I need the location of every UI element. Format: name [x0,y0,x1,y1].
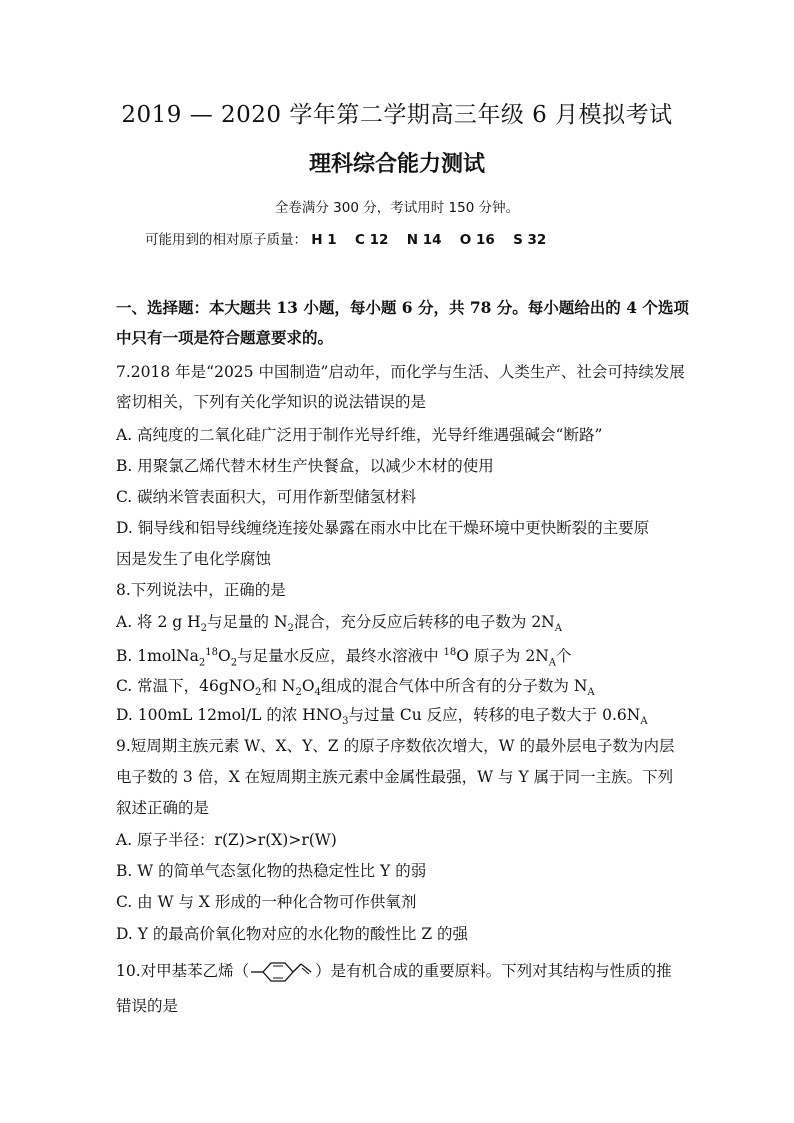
q7-stem-line-2: 密切相关，下列有关化学知识的说法错误的是 [116,393,427,411]
q7-option-b: B. 用聚氯乙烯代替木材生产快餐盒，以减少木材的使用 [116,457,494,475]
q8-option-b: B. $1molNa_2^{18}O_2$与足量水反应，最终水溶液中 $^{18}$O 原子为 $2N_A$个 [116,647,572,669]
q8-option-d: D. 100mL 12mol/L 的浓 $HNO_3$与过量 Cu 反应，转移的电子数大于 $0.6N_A$ [116,706,648,728]
q7-stem-line-1: 7.2018 年是“2025 中国制造”启动年，而化学与生活、人类生产、社会可持续发展 [116,363,685,381]
exam-title: 2019 — 2020 学年第二学期高三年级 6 月模拟考试 [121,102,673,128]
q10-stem-line-2: 错误的是 [116,997,179,1015]
q9-stem-line-3: 叙述正确的是 [116,799,210,817]
exam-subtitle: 理科综合能力测试 [308,151,485,177]
q9-option-b: B. W 的简单气态氢化物的热稳定性比 Y 的弱 [116,862,427,880]
q9-option-c: C. 由 W 与 X 形成的一种化合物可作供氧剂 [116,893,417,911]
atomic-mass-s: S 32 [513,232,547,248]
q9-stem-line-1: 9.短周期主族元素 W、X、Y、Z 的原子序数依次增大，W 的最外层电子数为内层 [116,737,675,755]
q8-stem: 8.下列说法中，正确的是 [116,581,286,599]
q7-option-d-line-1: D. 铜导线和铝导线缠绕连接处暴露在雨水中比在干燥环境中更快断裂的主要原 [116,519,650,537]
score-note: 全卷满分 300 分，考试用时 150 分钟。 [274,200,520,216]
atomic-mass-label: 可能用到的相对原子质量： [145,232,307,248]
section-heading-line-1: 一、选择题：本大题共 13 小题，每小题 6 分，共 78 分。每小题给出的 4 个选项 [116,298,689,317]
q9-option-a: A. 原子半径：r(Z)>r(X)>r(W) [116,831,337,849]
atomic-mass-o: O 16 [459,232,495,248]
q8-option-a: A. 将 2 g $H_2$与足量的 $N_2$混合，充分反应后转移的电子数为 $2N_A$ [116,613,562,635]
atomic-mass-c: C 12 [355,232,389,248]
atomic-mass-h: H 1 [311,232,337,248]
q8-option-c: C. 常温下，46gNO$_2$和 $N_2O_4$组成的混合气体中所含有的分子数为 $N_A$ [116,677,595,699]
section-heading-line-2: 中只有一项是符合题意要求的。 [116,328,334,347]
atomic-mass-n: N 14 [406,232,442,248]
q7-option-c: C. 碳纳米管表面积大，可用作新型储氢材料 [116,488,417,506]
q7-option-a: A. 高纯度的二氧化硅广泛用于制作光导纤维，光导纤维遇强碱会“断路” [116,426,603,444]
q7-option-d-line-2: 因是发生了电化学腐蚀 [116,550,272,568]
atomic-mass-line [145,228,560,248]
q10-stem-line-1: 10.对甲基苯乙烯（ ）是有机合成的重要原料。下列对其结构与性质的推 [116,959,672,985]
p-methylstyrene-structure [249,959,315,985]
q9-option-d: D. Y 的最高价氧化物对应的水化物的酸性比 Z 的强 [116,925,469,943]
q9-stem-line-2: 电子数的 3 倍，X 在短周期主族元素中金属性最强，W 与 Y 属于同一主族。下列 [116,768,674,786]
